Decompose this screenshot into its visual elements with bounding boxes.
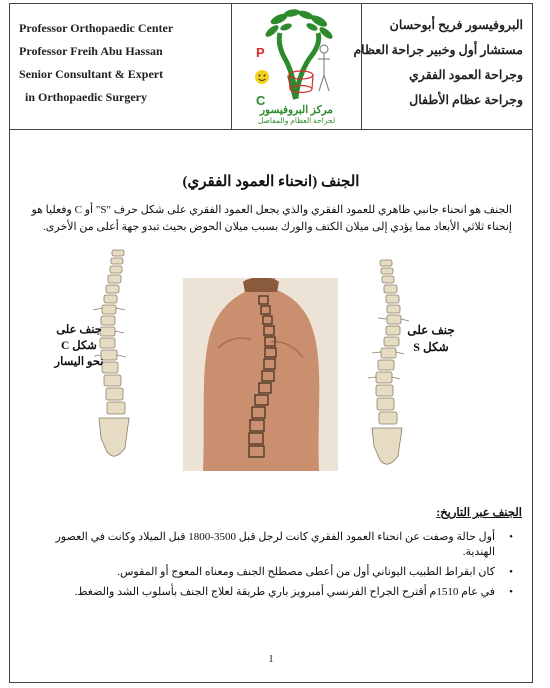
bullet-icon: • (509, 586, 513, 598)
c-curve-label (40, 322, 118, 370)
english-letterhead (19, 17, 224, 109)
english-line: Professor Orthopaedic Center (19, 21, 174, 35)
list-item-text: أول حالة وصفت عن انحناء العمود الفقري كانت لرجل قبل 3500-1800 قبل الميلاد وكانت في العصور الهندية. (55, 531, 495, 558)
logo-letter-c: C (256, 93, 266, 108)
logo-letter-p: P (256, 45, 265, 60)
logo-text-main: مركز البروفيسور (259, 105, 334, 116)
bullet-icon: • (509, 531, 513, 543)
bullet-icon: • (509, 566, 513, 578)
arabic-line: مستشار أول وخبير جراحة العظام (353, 43, 523, 57)
header-divider (231, 3, 232, 130)
label-line: جنف على (407, 323, 455, 337)
letterhead (9, 3, 533, 130)
history-heading: الجنف عبر التاريخ: (436, 507, 522, 519)
label-line: شكل C (61, 340, 97, 352)
page-title: الجنف (انحناء العمود الفقري) (182, 174, 360, 190)
back-photo-icon (183, 278, 338, 471)
list-item-text: في عام 1510م أقترح الجراح الفرنسي أمبرويز باري طريقة لعلاج الجنف بأسلوب الشد والضغط. (74, 586, 495, 598)
arabic-line: البروفيسور فريح أبوحسان (389, 18, 523, 32)
label-line: نحو اليسار (54, 356, 104, 368)
history-list (40, 530, 515, 605)
english-line: Senior Consultant & Expert (19, 67, 164, 81)
intro-paragraph: الجنف هو انحناء جانبي ظاهري للعمود الفقري والذي يجعل العمود الفقري على شكل حرف "S" أو C وفعليا هو إنحناء ثلاثي الأبعاد مما يؤدي إلى ميلان الكتف والورك بسبب ميلان الحوض بحيث تبدو جهة أعلى من الأخرى. (31, 204, 512, 233)
list-item (40, 530, 515, 560)
logo-text-sub: لجراحة العظام والمفاصل (257, 116, 336, 125)
list-item-text: كان ابقراط الطبيب اليوناني أول من أعطى مصطلح الجنف ومعناه المعوج أو المقوس. (117, 566, 495, 578)
list-item (40, 565, 515, 580)
logo-letter-o-icon (255, 70, 269, 84)
label-line: شكل S (413, 340, 449, 354)
label-line: جنف على (56, 324, 102, 336)
list-item (40, 585, 515, 600)
english-line: Professor Freih Abu Hassan (19, 44, 163, 58)
s-curve-spine-illustration (360, 258, 412, 473)
english-line: in Orthopaedic Surgery (25, 90, 147, 104)
arabic-line: وجراحة العمود الفقري (409, 68, 523, 82)
arabic-line: وجراحة عظام الأطفال (409, 93, 523, 107)
s-curve-label (392, 322, 470, 356)
page-number: 1 (268, 654, 274, 665)
center-logo (234, 5, 359, 128)
scoliosis-back-photo (183, 278, 338, 471)
arabic-letterhead (353, 13, 523, 113)
